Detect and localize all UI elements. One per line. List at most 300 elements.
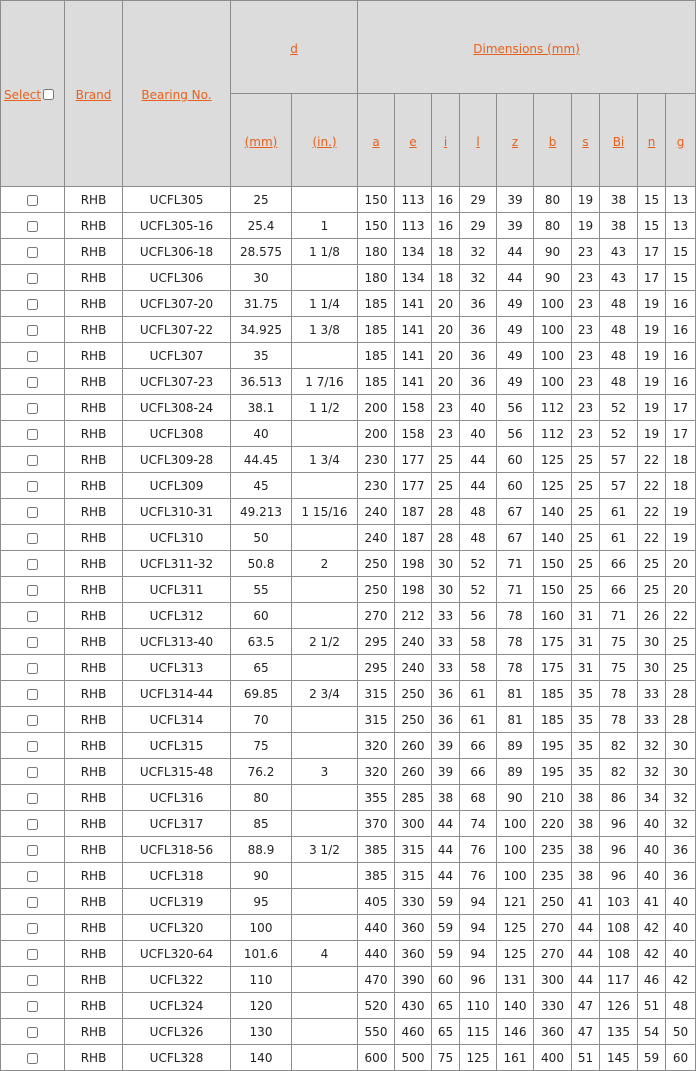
bearing-cell: UCFL318 bbox=[123, 863, 231, 889]
table-row bbox=[1, 369, 696, 395]
n-cell: 46 bbox=[638, 967, 666, 993]
s-cell: 38 bbox=[572, 785, 600, 811]
in-cell bbox=[292, 967, 358, 993]
row-select-checkbox[interactable] bbox=[27, 195, 38, 206]
in-header bbox=[292, 94, 358, 187]
g-cell: 40 bbox=[666, 889, 696, 915]
dimensions-sort-link[interactable]: Dimensions (mm) bbox=[473, 41, 580, 56]
table-row bbox=[1, 785, 696, 811]
mm-cell: 75 bbox=[231, 733, 292, 759]
b-cell: 100 bbox=[534, 317, 572, 343]
n-cell: 25 bbox=[638, 577, 666, 603]
mm-cell: 25.4 bbox=[231, 213, 292, 239]
in-cell bbox=[292, 265, 358, 291]
table-row bbox=[1, 837, 696, 863]
table-body bbox=[1, 187, 696, 1071]
brand-cell: RHB bbox=[65, 811, 123, 837]
e-cell: 260 bbox=[395, 733, 432, 759]
bi-cell: 43 bbox=[600, 265, 638, 291]
a-cell: 295 bbox=[358, 629, 395, 655]
s-cell: 35 bbox=[572, 707, 600, 733]
g-cell: 25 bbox=[666, 629, 696, 655]
z-cell: 49 bbox=[497, 343, 534, 369]
row-select-checkbox[interactable] bbox=[27, 429, 38, 440]
dimensions-header bbox=[358, 1, 696, 94]
g-sort-link[interactable]: g bbox=[676, 134, 685, 149]
row-select-checkbox[interactable] bbox=[27, 1027, 38, 1038]
bi-cell: 61 bbox=[600, 525, 638, 551]
z-cell: 100 bbox=[497, 837, 534, 863]
i-cell: 36 bbox=[432, 681, 460, 707]
brand-cell: RHB bbox=[65, 213, 123, 239]
i-cell: 16 bbox=[432, 187, 460, 213]
e-sort-link[interactable]: e bbox=[409, 134, 417, 149]
select-cell bbox=[1, 863, 65, 889]
i-cell: 23 bbox=[432, 395, 460, 421]
select-cell bbox=[1, 707, 65, 733]
row-select-checkbox[interactable] bbox=[27, 1053, 38, 1064]
brand-cell: RHB bbox=[65, 525, 123, 551]
mm-cell: 69.85 bbox=[231, 681, 292, 707]
bi-cell: 57 bbox=[600, 447, 638, 473]
a-cell: 385 bbox=[358, 863, 395, 889]
select-cell bbox=[1, 1019, 65, 1045]
row-select-checkbox[interactable] bbox=[27, 507, 38, 518]
g-cell: 18 bbox=[666, 473, 696, 499]
mm-cell: 100 bbox=[231, 915, 292, 941]
row-select-checkbox[interactable] bbox=[27, 351, 38, 362]
bearing-cell: UCFL313-40 bbox=[123, 629, 231, 655]
row-select-checkbox[interactable] bbox=[27, 871, 38, 882]
l-cell: 76 bbox=[460, 863, 497, 889]
bi-cell: 61 bbox=[600, 499, 638, 525]
in-sort-link[interactable]: (in.) bbox=[312, 134, 337, 149]
i-cell: 59 bbox=[432, 941, 460, 967]
row-select-checkbox[interactable] bbox=[27, 377, 38, 388]
bi-cell: 48 bbox=[600, 343, 638, 369]
select-cell bbox=[1, 239, 65, 265]
s-cell: 38 bbox=[572, 837, 600, 863]
a-cell: 315 bbox=[358, 707, 395, 733]
z-cell: 89 bbox=[497, 759, 534, 785]
row-select-checkbox[interactable] bbox=[27, 611, 38, 622]
e-cell: 260 bbox=[395, 759, 432, 785]
i-cell: 33 bbox=[432, 655, 460, 681]
g-cell: 16 bbox=[666, 317, 696, 343]
z-sort-link[interactable]: z bbox=[511, 134, 519, 149]
bi-cell: 103 bbox=[600, 889, 638, 915]
brand-cell: RHB bbox=[65, 551, 123, 577]
select-cell bbox=[1, 551, 65, 577]
b-cell: 400 bbox=[534, 1045, 572, 1071]
n-cell: 19 bbox=[638, 369, 666, 395]
bearing-cell: UCFL310-31 bbox=[123, 499, 231, 525]
z-cell: 81 bbox=[497, 681, 534, 707]
in-cell bbox=[292, 421, 358, 447]
n-cell: 33 bbox=[638, 681, 666, 707]
e-cell: 177 bbox=[395, 473, 432, 499]
bearing-cell: UCFL308 bbox=[123, 421, 231, 447]
e-cell: 141 bbox=[395, 317, 432, 343]
l-cell: 125 bbox=[460, 1045, 497, 1071]
table-row bbox=[1, 317, 696, 343]
i-cell: 44 bbox=[432, 863, 460, 889]
n-cell: 51 bbox=[638, 993, 666, 1019]
in-cell bbox=[292, 811, 358, 837]
n-cell: 42 bbox=[638, 941, 666, 967]
table-row bbox=[1, 681, 696, 707]
i-cell: 20 bbox=[432, 291, 460, 317]
z-cell: 39 bbox=[497, 213, 534, 239]
g-cell: 28 bbox=[666, 707, 696, 733]
bearing-cell: UCFL314 bbox=[123, 707, 231, 733]
bi-cell: 48 bbox=[600, 291, 638, 317]
l-cell: 32 bbox=[460, 239, 497, 265]
e-cell: 113 bbox=[395, 187, 432, 213]
brand-cell: RHB bbox=[65, 343, 123, 369]
a-cell: 200 bbox=[358, 395, 395, 421]
select-cell bbox=[1, 421, 65, 447]
e-cell: 187 bbox=[395, 525, 432, 551]
b-cell: 185 bbox=[534, 707, 572, 733]
z-cell: 71 bbox=[497, 577, 534, 603]
b-cell: 195 bbox=[534, 733, 572, 759]
row-select-checkbox[interactable] bbox=[27, 1001, 38, 1012]
in-cell: 1 1/2 bbox=[292, 395, 358, 421]
mm-cell: 60 bbox=[231, 603, 292, 629]
bearing-cell: UCFL324 bbox=[123, 993, 231, 1019]
bearing-cell: UCFL315-48 bbox=[123, 759, 231, 785]
b-cell: 90 bbox=[534, 265, 572, 291]
z-cell: 60 bbox=[497, 447, 534, 473]
n-cell: 34 bbox=[638, 785, 666, 811]
d-sort-link[interactable]: d bbox=[290, 41, 298, 56]
i-cell: 65 bbox=[432, 993, 460, 1019]
table-row bbox=[1, 993, 696, 1019]
b-cell: 100 bbox=[534, 369, 572, 395]
i-cell: 28 bbox=[432, 499, 460, 525]
brand-header bbox=[65, 1, 123, 187]
n-cell: 19 bbox=[638, 395, 666, 421]
a-cell: 295 bbox=[358, 655, 395, 681]
z-cell: 56 bbox=[497, 421, 534, 447]
g-cell: 28 bbox=[666, 681, 696, 707]
n-cell: 19 bbox=[638, 317, 666, 343]
l-cell: 36 bbox=[460, 343, 497, 369]
b-cell: 125 bbox=[534, 473, 572, 499]
i-sort-link[interactable]: i bbox=[443, 134, 448, 149]
table-row bbox=[1, 759, 696, 785]
b-header bbox=[534, 94, 572, 187]
bi-cell: 78 bbox=[600, 707, 638, 733]
n-cell: 26 bbox=[638, 603, 666, 629]
i-cell: 75 bbox=[432, 1045, 460, 1071]
bearing-cell: UCFL307-20 bbox=[123, 291, 231, 317]
brand-cell: RHB bbox=[65, 239, 123, 265]
table-row bbox=[1, 941, 696, 967]
select-sort-link[interactable]: Select bbox=[4, 88, 42, 102]
n-sort-link[interactable]: n bbox=[647, 134, 656, 149]
mm-cell: 63.5 bbox=[231, 629, 292, 655]
bearing-cell: UCFL305 bbox=[123, 187, 231, 213]
bearing-cell: UCFL307 bbox=[123, 343, 231, 369]
bearing-cell: UCFL307-22 bbox=[123, 317, 231, 343]
table-row bbox=[1, 603, 696, 629]
b-cell: 140 bbox=[534, 499, 572, 525]
brand-cell: RHB bbox=[65, 421, 123, 447]
row-select-checkbox[interactable] bbox=[27, 663, 38, 674]
a-cell: 440 bbox=[358, 915, 395, 941]
row-select-checkbox[interactable] bbox=[27, 403, 38, 414]
b-sort-link[interactable]: b bbox=[548, 134, 557, 149]
row-select-checkbox[interactable] bbox=[27, 325, 38, 336]
z-cell: 67 bbox=[497, 525, 534, 551]
brand-cell: RHB bbox=[65, 863, 123, 889]
row-select-checkbox[interactable] bbox=[27, 481, 38, 492]
n-cell: 30 bbox=[638, 629, 666, 655]
z-cell: 78 bbox=[497, 629, 534, 655]
bi-cell: 82 bbox=[600, 733, 638, 759]
b-cell: 80 bbox=[534, 187, 572, 213]
g-cell: 30 bbox=[666, 733, 696, 759]
select-cell bbox=[1, 837, 65, 863]
table-row bbox=[1, 213, 696, 239]
bearing-cell: UCFL305-16 bbox=[123, 213, 231, 239]
in-cell bbox=[292, 343, 358, 369]
mm-cell: 101.6 bbox=[231, 941, 292, 967]
row-select-checkbox[interactable] bbox=[27, 455, 38, 466]
table-row bbox=[1, 421, 696, 447]
g-header bbox=[666, 94, 696, 187]
e-cell: 212 bbox=[395, 603, 432, 629]
mm-cell: 95 bbox=[231, 889, 292, 915]
row-select-checkbox[interactable] bbox=[27, 637, 38, 648]
mm-header bbox=[231, 94, 292, 187]
l-cell: 58 bbox=[460, 629, 497, 655]
s-cell: 23 bbox=[572, 421, 600, 447]
i-cell: 59 bbox=[432, 889, 460, 915]
n-cell: 40 bbox=[638, 837, 666, 863]
n-cell: 17 bbox=[638, 239, 666, 265]
s-cell: 25 bbox=[572, 525, 600, 551]
bi-sort-link[interactable]: Bi bbox=[612, 134, 625, 149]
row-select-checkbox[interactable] bbox=[27, 221, 38, 232]
s-sort-link[interactable]: s bbox=[582, 134, 589, 149]
n-cell: 42 bbox=[638, 915, 666, 941]
select-cell bbox=[1, 785, 65, 811]
a-cell: 550 bbox=[358, 1019, 395, 1045]
n-cell: 25 bbox=[638, 551, 666, 577]
brand-sort-link[interactable]: Brand bbox=[75, 88, 112, 102]
row-select-checkbox[interactable] bbox=[27, 247, 38, 258]
s-cell: 23 bbox=[572, 369, 600, 395]
e-cell: 430 bbox=[395, 993, 432, 1019]
i-header bbox=[432, 94, 460, 187]
in-cell: 1 1/4 bbox=[292, 291, 358, 317]
b-cell: 195 bbox=[534, 759, 572, 785]
g-cell: 17 bbox=[666, 421, 696, 447]
mm-cell: 50 bbox=[231, 525, 292, 551]
g-cell: 60 bbox=[666, 1045, 696, 1071]
row-select-checkbox[interactable] bbox=[27, 767, 38, 778]
l-cell: 94 bbox=[460, 915, 497, 941]
bearing-cell: UCFL306-18 bbox=[123, 239, 231, 265]
a-cell: 315 bbox=[358, 681, 395, 707]
z-cell: 100 bbox=[497, 863, 534, 889]
select-cell bbox=[1, 499, 65, 525]
bi-cell: 57 bbox=[600, 473, 638, 499]
table-row bbox=[1, 1019, 696, 1045]
b-cell: 175 bbox=[534, 629, 572, 655]
e-cell: 390 bbox=[395, 967, 432, 993]
z-cell: 49 bbox=[497, 317, 534, 343]
brand-cell: RHB bbox=[65, 733, 123, 759]
bi-cell: 96 bbox=[600, 837, 638, 863]
brand-cell: RHB bbox=[65, 603, 123, 629]
in-cell bbox=[292, 889, 358, 915]
row-select-checkbox[interactable] bbox=[27, 559, 38, 570]
brand-cell: RHB bbox=[65, 655, 123, 681]
a-cell: 185 bbox=[358, 317, 395, 343]
mm-cell: 76.2 bbox=[231, 759, 292, 785]
z-cell: 125 bbox=[497, 941, 534, 967]
g-cell: 25 bbox=[666, 655, 696, 681]
mm-cell: 130 bbox=[231, 1019, 292, 1045]
b-cell: 210 bbox=[534, 785, 572, 811]
bi-cell: 75 bbox=[600, 655, 638, 681]
brand-cell: RHB bbox=[65, 759, 123, 785]
n-cell: 22 bbox=[638, 473, 666, 499]
row-select-checkbox[interactable] bbox=[27, 949, 38, 960]
brand-cell: RHB bbox=[65, 447, 123, 473]
row-select-checkbox[interactable] bbox=[27, 819, 38, 830]
row-select-checkbox[interactable] bbox=[27, 299, 38, 310]
table-row bbox=[1, 733, 696, 759]
g-cell: 16 bbox=[666, 291, 696, 317]
in-cell bbox=[292, 707, 358, 733]
g-cell: 19 bbox=[666, 499, 696, 525]
bi-cell: 126 bbox=[600, 993, 638, 1019]
i-cell: 18 bbox=[432, 265, 460, 291]
brand-cell: RHB bbox=[65, 577, 123, 603]
a-cell: 185 bbox=[358, 291, 395, 317]
i-cell: 30 bbox=[432, 551, 460, 577]
in-cell: 1 7/16 bbox=[292, 369, 358, 395]
z-cell: 90 bbox=[497, 785, 534, 811]
row-select-checkbox[interactable] bbox=[27, 585, 38, 596]
select-cell bbox=[1, 993, 65, 1019]
l-cell: 96 bbox=[460, 967, 497, 993]
i-cell: 30 bbox=[432, 577, 460, 603]
brand-cell: RHB bbox=[65, 785, 123, 811]
e-cell: 330 bbox=[395, 889, 432, 915]
in-cell bbox=[292, 733, 358, 759]
mm-sort-link[interactable]: (mm) bbox=[244, 134, 278, 149]
l-cell: 48 bbox=[460, 499, 497, 525]
s-cell: 31 bbox=[572, 629, 600, 655]
row-select-checkbox[interactable] bbox=[27, 923, 38, 934]
mm-cell: 55 bbox=[231, 577, 292, 603]
g-cell: 18 bbox=[666, 447, 696, 473]
l-cell: 52 bbox=[460, 551, 497, 577]
e-cell: 315 bbox=[395, 863, 432, 889]
bi-cell: 75 bbox=[600, 629, 638, 655]
l-sort-link[interactable]: l bbox=[476, 134, 480, 149]
table-header bbox=[1, 1, 696, 187]
l-cell: 110 bbox=[460, 993, 497, 1019]
mm-cell: 34.925 bbox=[231, 317, 292, 343]
e-cell: 198 bbox=[395, 577, 432, 603]
a-cell: 355 bbox=[358, 785, 395, 811]
table-row bbox=[1, 551, 696, 577]
l-cell: 66 bbox=[460, 759, 497, 785]
mm-cell: 45 bbox=[231, 473, 292, 499]
b-cell: 125 bbox=[534, 447, 572, 473]
bearing-sort-link[interactable]: Bearing No. bbox=[141, 88, 212, 102]
row-select-checkbox[interactable] bbox=[27, 273, 38, 284]
mm-cell: 110 bbox=[231, 967, 292, 993]
select-cell bbox=[1, 629, 65, 655]
b-cell: 360 bbox=[534, 1019, 572, 1045]
row-select-checkbox[interactable] bbox=[27, 715, 38, 726]
select-header bbox=[1, 1, 65, 187]
a-cell: 200 bbox=[358, 421, 395, 447]
mm-cell: 31.75 bbox=[231, 291, 292, 317]
b-cell: 112 bbox=[534, 395, 572, 421]
table-row bbox=[1, 1045, 696, 1071]
bearing-cell: UCFL312 bbox=[123, 603, 231, 629]
g-cell: 40 bbox=[666, 915, 696, 941]
select-all-checkbox[interactable] bbox=[43, 89, 54, 100]
a-cell: 185 bbox=[358, 343, 395, 369]
row-select-checkbox[interactable] bbox=[27, 975, 38, 986]
table-row bbox=[1, 187, 696, 213]
a-sort-link[interactable]: a bbox=[372, 134, 380, 149]
in-cell bbox=[292, 1019, 358, 1045]
row-select-checkbox[interactable] bbox=[27, 689, 38, 700]
bi-cell: 108 bbox=[600, 941, 638, 967]
b-cell: 112 bbox=[534, 421, 572, 447]
l-cell: 36 bbox=[460, 369, 497, 395]
n-cell: 54 bbox=[638, 1019, 666, 1045]
mm-cell: 50.8 bbox=[231, 551, 292, 577]
row-select-checkbox[interactable] bbox=[27, 793, 38, 804]
i-cell: 39 bbox=[432, 759, 460, 785]
b-cell: 270 bbox=[534, 915, 572, 941]
table-row bbox=[1, 265, 696, 291]
brand-cell: RHB bbox=[65, 681, 123, 707]
a-cell: 150 bbox=[358, 187, 395, 213]
mm-cell: 25 bbox=[231, 187, 292, 213]
s-cell: 51 bbox=[572, 1045, 600, 1071]
z-cell: 146 bbox=[497, 1019, 534, 1045]
row-select-checkbox[interactable] bbox=[27, 533, 38, 544]
bi-cell: 86 bbox=[600, 785, 638, 811]
a-cell: 405 bbox=[358, 889, 395, 915]
select-cell bbox=[1, 577, 65, 603]
a-cell: 240 bbox=[358, 499, 395, 525]
row-select-checkbox[interactable] bbox=[27, 897, 38, 908]
i-cell: 38 bbox=[432, 785, 460, 811]
i-cell: 25 bbox=[432, 473, 460, 499]
l-cell: 40 bbox=[460, 395, 497, 421]
row-select-checkbox[interactable] bbox=[27, 845, 38, 856]
s-cell: 23 bbox=[572, 395, 600, 421]
i-cell: 20 bbox=[432, 343, 460, 369]
i-cell: 36 bbox=[432, 707, 460, 733]
row-select-checkbox[interactable] bbox=[27, 741, 38, 752]
mm-cell: 90 bbox=[231, 863, 292, 889]
